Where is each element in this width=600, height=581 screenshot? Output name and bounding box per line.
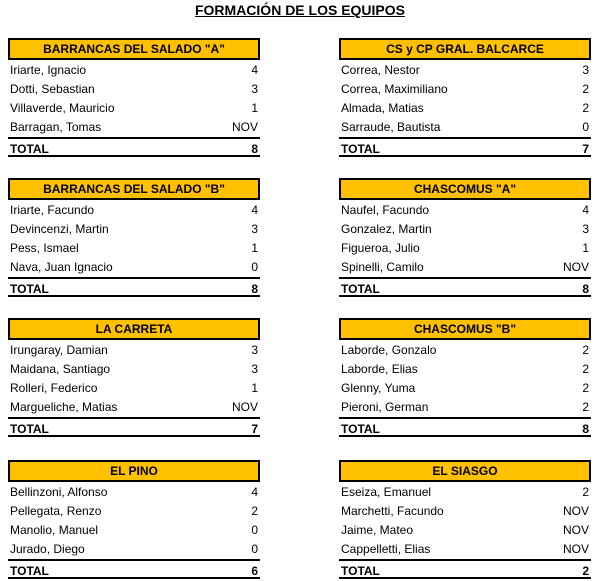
player-row	[339, 118, 591, 137]
player-points: NOV	[562, 260, 589, 274]
page-title: FORMACIÓN DE LOS EQUIPOS	[194, 2, 405, 18]
player-points: 4	[251, 63, 258, 77]
player-name: Bellinzoni, Alfonso	[10, 485, 108, 499]
player-row	[8, 99, 260, 118]
player-name: Figueroa, Julio	[341, 241, 420, 255]
team-block	[339, 38, 591, 157]
team-block	[339, 318, 591, 437]
player-points: 2	[582, 82, 589, 96]
total-row	[8, 137, 260, 157]
player-row	[8, 61, 260, 80]
player-row	[8, 258, 260, 277]
player-name: Irungaray, Damian	[10, 343, 108, 357]
player-points: 2	[582, 343, 589, 357]
player-row	[339, 239, 591, 258]
player-name: Naufel, Facundo	[341, 203, 430, 217]
team-block	[8, 318, 260, 437]
player-name: Gonzalez, Martin	[341, 222, 432, 236]
total-label: TOTAL	[10, 422, 49, 436]
player-name: Pieroni, German	[341, 400, 429, 414]
player-row	[339, 502, 591, 521]
player-points: NOV	[562, 523, 589, 537]
total-label: TOTAL	[341, 422, 380, 436]
total-value: 8	[582, 422, 589, 436]
player-row	[8, 239, 260, 258]
player-points: 1	[251, 101, 258, 115]
player-name: Maidana, Santiago	[10, 362, 111, 376]
team-name: EL SIASGO	[339, 460, 591, 482]
player-points: 2	[582, 485, 589, 499]
total-row	[339, 137, 591, 157]
player-name: Spinelli, Camilo	[341, 260, 424, 274]
player-name: Pess, Ismael	[10, 241, 79, 255]
player-points: 4	[582, 203, 589, 217]
team-name: EL PINO	[8, 460, 260, 482]
total-value: 6	[251, 564, 258, 578]
player-row	[339, 398, 591, 417]
player-name: Cappelletti, Elias	[341, 542, 431, 556]
team-name: CS y CP GRAL. BALCARCE	[339, 38, 591, 60]
player-name: Rolleri, Federico	[10, 381, 98, 395]
player-row	[339, 80, 591, 99]
player-name: Sarraude, Bautista	[341, 120, 441, 134]
player-points: 0	[251, 260, 258, 274]
player-row	[8, 379, 260, 398]
player-name: Dotti, Sebastian	[10, 82, 95, 96]
team-name: BARRANCAS DEL SALADO "A"	[8, 38, 260, 60]
total-label: TOTAL	[10, 282, 49, 296]
player-points: 0	[582, 120, 589, 134]
player-points: 1	[251, 241, 258, 255]
player-points: 3	[251, 82, 258, 96]
player-row	[8, 521, 260, 540]
team-block	[8, 178, 260, 297]
player-name: Pellegata, Renzo	[10, 504, 102, 518]
player-name: Barragan, Tomas	[10, 120, 102, 134]
player-name: Margueliche, Matias	[10, 400, 118, 414]
player-row	[8, 540, 260, 559]
total-row	[339, 277, 591, 297]
player-points: 3	[582, 222, 589, 236]
player-row	[8, 118, 260, 137]
player-row	[339, 220, 591, 239]
player-row	[339, 61, 591, 80]
player-name: Devincenzi, Martin	[10, 222, 109, 236]
player-name: Almada, Matias	[341, 101, 424, 115]
player-points: 4	[251, 203, 258, 217]
total-row	[339, 417, 591, 437]
total-row	[8, 417, 260, 437]
player-name: Glenny, Yuma	[341, 381, 416, 395]
player-points: 4	[251, 485, 258, 499]
player-row	[8, 360, 260, 379]
player-points: 3	[582, 63, 589, 77]
total-label: TOTAL	[10, 564, 49, 578]
total-row	[339, 559, 591, 579]
player-points: 0	[251, 523, 258, 537]
total-row	[8, 277, 260, 297]
total-label: TOTAL	[341, 564, 380, 578]
player-name: Jurado, Diego	[10, 542, 85, 556]
total-value: 2	[582, 564, 589, 578]
total-label: TOTAL	[341, 282, 380, 296]
player-row	[8, 502, 260, 521]
player-row	[8, 398, 260, 417]
player-row	[339, 483, 591, 502]
player-row	[339, 201, 591, 220]
player-points: 2	[582, 362, 589, 376]
player-name: Villaverde, Mauricio	[10, 101, 115, 115]
player-points: 2	[251, 504, 258, 518]
player-row	[339, 521, 591, 540]
team-block	[339, 178, 591, 297]
player-row	[8, 220, 260, 239]
player-row	[8, 201, 260, 220]
total-label: TOTAL	[341, 142, 380, 156]
player-name: Laborde, Elias	[341, 362, 418, 376]
player-points: 0	[251, 542, 258, 556]
player-points: 2	[582, 400, 589, 414]
total-value: 7	[251, 422, 258, 436]
player-name: Manolio, Manuel	[10, 523, 99, 537]
player-row	[339, 99, 591, 118]
player-row	[339, 379, 591, 398]
total-row	[8, 559, 260, 579]
team-block	[8, 38, 260, 157]
team-name: LA CARRETA	[8, 318, 260, 340]
player-name: Eseiza, Emanuel	[341, 485, 432, 499]
player-name: Jaime, Mateo	[341, 523, 414, 537]
player-name: Iriarte, Ignacio	[10, 63, 87, 77]
total-value: 7	[582, 142, 589, 156]
player-row	[8, 483, 260, 502]
player-row	[339, 341, 591, 360]
player-row	[339, 360, 591, 379]
player-points: 2	[582, 381, 589, 395]
player-name: Nava, Juan Ignacio	[10, 260, 113, 274]
player-points: 3	[251, 222, 258, 236]
team-name: CHASCOMUS "A"	[339, 178, 591, 200]
player-points: 3	[251, 343, 258, 357]
team-name: BARRANCAS DEL SALADO "B"	[8, 178, 260, 200]
player-points: 1	[251, 381, 258, 395]
player-row	[339, 258, 591, 277]
player-points: NOV	[562, 542, 589, 556]
team-block	[339, 460, 591, 579]
player-row	[8, 80, 260, 99]
total-label: TOTAL	[10, 142, 49, 156]
player-points: NOV	[231, 400, 258, 414]
player-row	[8, 341, 260, 360]
team-block	[8, 460, 260, 579]
player-name: Iriarte, Facundo	[10, 203, 95, 217]
player-points: NOV	[231, 120, 258, 134]
player-name: Correa, Maximiliano	[341, 82, 448, 96]
player-points: 1	[582, 241, 589, 255]
total-value: 8	[582, 282, 589, 296]
total-value: 8	[251, 142, 258, 156]
player-name: Marchetti, Facundo	[341, 504, 444, 518]
player-points: 3	[251, 362, 258, 376]
player-name: Laborde, Gonzalo	[341, 343, 437, 357]
player-points: 2	[582, 101, 589, 115]
player-points: NOV	[562, 504, 589, 518]
team-name: CHASCOMUS "B"	[339, 318, 591, 340]
player-name: Correa, Nestor	[341, 63, 420, 77]
player-row	[339, 540, 591, 559]
total-value: 8	[251, 282, 258, 296]
